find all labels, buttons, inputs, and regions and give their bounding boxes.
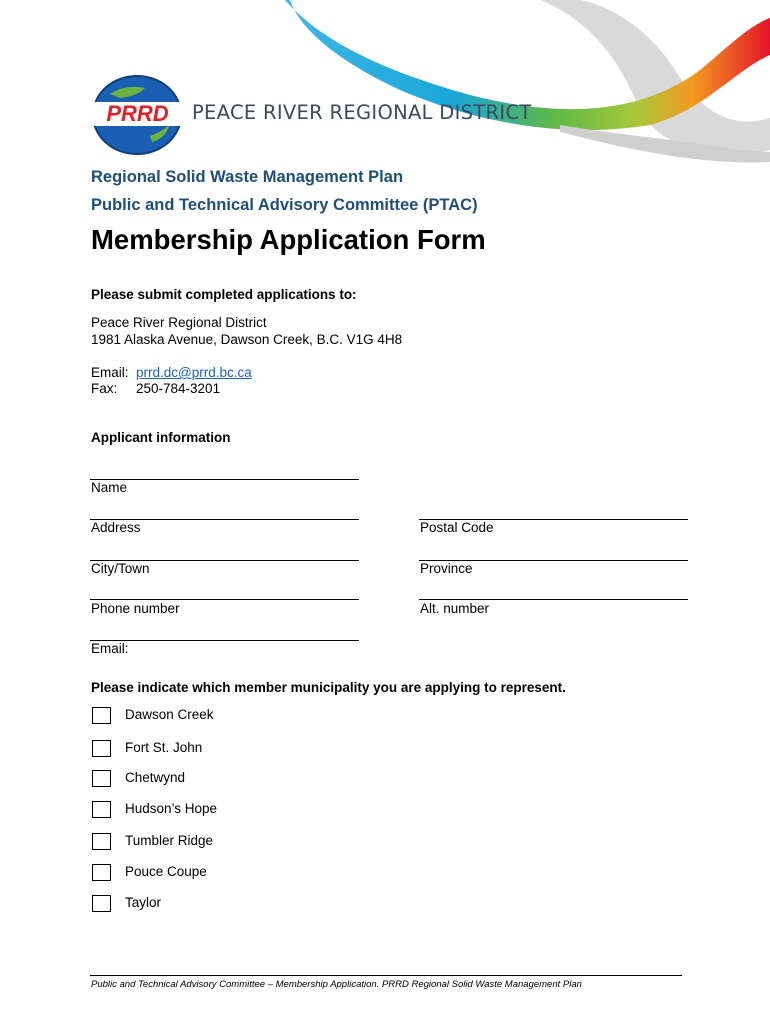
org-name: PEACE RIVER REGIONAL DISTRICT (192, 101, 532, 124)
checkbox[interactable] (92, 864, 111, 881)
applicant-heading: Applicant information (91, 430, 231, 445)
checkbox-label: Pouce Coupe (125, 864, 207, 879)
municipality-option[interactable] (91, 770, 391, 790)
committee-subtitle: Public and Technical Advisory Committee (PTAC) (91, 196, 478, 214)
address-label: Address (91, 520, 141, 535)
checkbox[interactable] (92, 770, 111, 787)
checkbox-label: Fort St. John (125, 740, 203, 755)
fax-label: Fax: (91, 381, 118, 396)
municipality-option[interactable] (91, 801, 391, 821)
checkbox-label: Taylor (125, 895, 162, 910)
logo-text: PRRD (106, 101, 169, 126)
email-label: Email: (91, 365, 129, 380)
name-field[interactable] (90, 479, 359, 480)
phone-label: Phone number (91, 601, 180, 616)
email-link[interactable]: prrd.dc@prrd.bc.ca (136, 365, 252, 380)
fax-number: 250-784-3201 (136, 381, 221, 396)
municipality-option[interactable] (91, 864, 391, 884)
checkbox-label: Chetwynd (125, 770, 186, 785)
municipality-option[interactable] (91, 740, 391, 760)
checkbox[interactable] (92, 833, 111, 850)
checkbox-label: Tumbler Ridge (125, 833, 214, 848)
municipality-option[interactable] (91, 707, 391, 727)
checkbox[interactable] (92, 740, 111, 757)
alt-number-label: Alt. number (420, 601, 490, 616)
municipality-option[interactable] (91, 895, 391, 915)
checkbox-label: Dawson Creek (125, 707, 214, 722)
checkbox-label: Hudson’s Hope (125, 801, 218, 816)
province-label: Province (420, 561, 473, 576)
postal-code-label: Postal Code (420, 520, 494, 535)
address-line-2: 1981 Alaska Avenue, Dawson Creek, B.C. V1G 4H8 (91, 332, 403, 347)
name-label: Name (91, 480, 128, 495)
footer-divider (90, 975, 682, 976)
page-footer: Public and Technical Advisory Committee – Membership Application. PRRD Regional Solid Waste Management Plan (91, 979, 582, 990)
checkbox[interactable] (92, 801, 111, 818)
phone-field[interactable] (90, 599, 359, 600)
city-town-label: City/Town (91, 561, 150, 576)
plan-subtitle: Regional Solid Waste Management Plan (91, 168, 404, 186)
address-line-1: Peace River Regional District (91, 315, 267, 330)
email-field[interactable] (90, 640, 359, 641)
alt-number-field[interactable] (419, 599, 688, 600)
email-field-label: Email: (91, 641, 129, 656)
municipality-heading: Please indicate which member municipality you are applying to represent. (91, 680, 566, 695)
checkbox[interactable] (92, 895, 111, 912)
municipality-option[interactable] (91, 833, 391, 853)
page-title: Membership Application Form (91, 224, 486, 255)
prrd-logo (90, 74, 185, 156)
submit-heading: Please submit completed applications to: (91, 287, 357, 302)
checkbox[interactable] (92, 707, 111, 724)
